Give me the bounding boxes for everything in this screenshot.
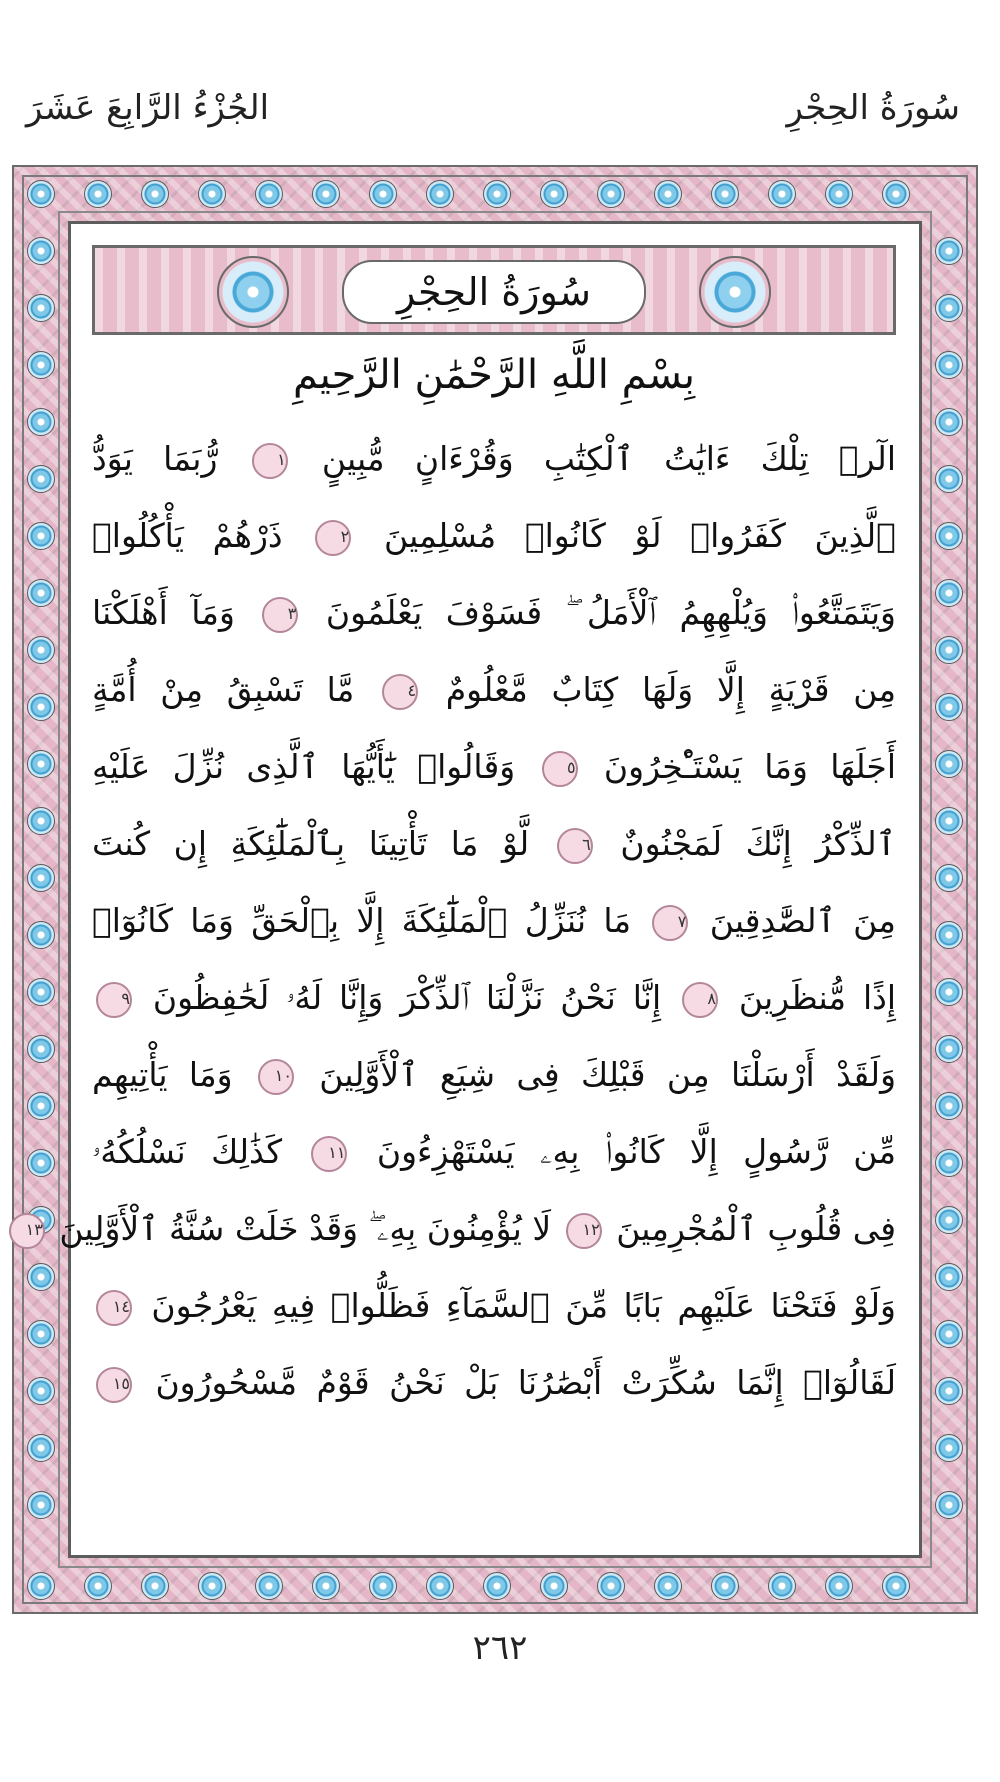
verse-text: إِنَّا نَحْنُ نَزَّلْنَا ٱلذِّكْرَ وَإِنَّا لَهُۥ لَحَٰفِظُونَ [152,978,662,1017]
verse-text: مَا نُنَزِّلُ ٱلْمَلَٰٓئِكَةَ إِلَّا بِٱلْحَقِّ وَمَا كَانُوٓا۟ [92,901,632,940]
rosette-icon [255,1572,283,1600]
rosette-icon [768,180,796,208]
rosette-icon [369,180,397,208]
rosette-icon [935,237,963,265]
rosette-icon [935,921,963,949]
verse-line [92,497,896,574]
verse-line [25,1190,896,1267]
rosette-icon [27,1491,55,1519]
verse-line [92,1344,896,1421]
verse-text: وَمَآ أَهْلَكْنَا [92,593,235,632]
ayah-number-marker: ٨ [682,982,718,1018]
verse-text: وَمَا يَأْتِيهِم [92,1055,233,1094]
rosette-icon [27,807,55,835]
verse-line [92,651,896,728]
ayah-number-marker: ١١ [311,1136,347,1172]
rosette-icon [935,579,963,607]
ayah-number-marker: ١٢ [566,1213,602,1249]
rosette-icon [27,522,55,550]
rosette-icon [27,864,55,892]
verse-line [92,882,896,959]
ayah-number-marker: ١ [252,443,288,479]
verse-text: أَجَلَهَا وَمَا يَسْتَـْٔخِرُونَ [603,747,897,786]
verse-line [92,1267,896,1344]
rosette-icon [935,636,963,664]
ayah-number-marker: ١٣ [9,1213,45,1249]
rosette-icon [935,294,963,322]
verse-line [92,959,896,1036]
rosette-icon [27,1377,55,1405]
rosette-icon [27,693,55,721]
verse-text: لَّوْ مَا تَأْتِينَا بِٱلْمَلَٰٓئِكَةِ إِن كُنتَ [92,824,530,863]
verse-lines [25,420,897,1510]
rosette-icon [882,180,910,208]
ayah-number-marker: ٤ [382,674,418,710]
rosette-icon [935,1377,963,1405]
rosette-icon [825,1572,853,1600]
rosette-icon [426,180,454,208]
rosette-icon [198,1572,226,1600]
rosette-icon [825,180,853,208]
rosette-icon [84,180,112,208]
ayah-number-marker: ١٥ [96,1367,132,1403]
rosette-icon [935,1149,963,1177]
verse-text: وَلَقَدْ أَرْسَلْنَا مِن قَبْلِكَ فِى شِيَعِ ٱلْأَوَّلِينَ [319,1055,897,1094]
rosette-icon [369,1572,397,1600]
verse-line [92,728,896,805]
rosette-icon [141,1572,169,1600]
verse-text: فِى قُلُوبِ ٱلْمُجْرِمِينَ [616,1209,896,1248]
rosette-icon [935,1320,963,1348]
rosette-icon [935,864,963,892]
rosette-icon [935,351,963,379]
rosette-icon [27,579,55,607]
rosette-icon [935,408,963,436]
rosette-icon [27,1572,55,1600]
verse-text: وَيَتَمَتَّعُوا۟ وَيُلْهِهِمُ ٱلْأَمَلُ ۖ فَسَوْفَ يَعْلَمُونَ [325,593,896,632]
ayah-number-marker: ٩ [96,982,132,1018]
rosette-icon [711,180,739,208]
rosette-icon [27,978,55,1006]
rosette-icon [483,180,511,208]
verse-text: إِذًا مُّنظَرِينَ [738,978,896,1017]
rosette-icon [312,1572,340,1600]
rosette-icon [882,1572,910,1600]
rosette-icon [312,180,340,208]
ayah-number-marker: ١٠ [258,1059,294,1095]
rosette-icon [935,522,963,550]
rosette-icon [935,807,963,835]
rosette-icon [935,693,963,721]
rosette-icon [27,465,55,493]
surah-name-header: سُورَةُ الحِجْرِ [786,88,960,128]
rosette-icon [27,180,55,208]
rosette-icon [935,978,963,1006]
rosette-icon [27,351,55,379]
rosette-icon [141,180,169,208]
ayah-number-marker: ٢ [315,520,351,556]
rosette-icon [768,1572,796,1600]
verse-text: كَذَٰلِكَ نَسْلُكُهُۥ [92,1132,283,1171]
rosette-icon [935,1206,963,1234]
verse-line [92,420,896,497]
verse-text: لَا يُؤْمِنُونَ بِهِۦ ۖ وَقَدْ خَلَتْ سُنَّةُ ٱلْأَوَّلِينَ [59,1209,552,1248]
verse-text: ٱلَّذِينَ كَفَرُوا۟ لَوْ كَانُوا۟ مُسْلِمِينَ [383,516,896,555]
rosette-icon [540,1572,568,1600]
rosette-icon [935,1491,963,1519]
verse-text: مِّن رَّسُولٍ إِلَّا كَانُوا۟ بِهِۦ يَسْتَهْزِءُونَ [376,1132,896,1171]
rosette-icon [935,1434,963,1462]
ayah-number-marker: ٣ [262,597,298,633]
rosette-icon [255,180,283,208]
rosette-icon [935,750,963,778]
verse-line [92,805,896,882]
rosette-icon [711,1572,739,1600]
ayah-number-marker: ٥ [542,751,578,787]
surah-title: سُورَةُ الحِجْرِ [342,260,646,324]
rosette-icon [654,1572,682,1600]
juz-name-header: الجُزْءُ الرَّابِعَ عَشَرَ [26,88,270,128]
ayah-number-marker: ٦ [557,828,593,864]
verse-line [92,1113,896,1190]
ayah-number-marker: ١٤ [96,1290,132,1326]
rosette-icon [27,1149,55,1177]
verse-line [92,574,896,651]
rosette-icon [27,750,55,778]
rosette-icon [426,1572,454,1600]
rosette-icon [27,1092,55,1120]
verse-text: الٓرۚ تِلْكَ ءَايَٰتُ ٱلْكِتَٰبِ وَقُرْءَانٍ مُّبِينٍ [321,439,896,478]
rosette-icon [597,1572,625,1600]
rosette-icon [540,180,568,208]
rosette-icon [27,921,55,949]
rosette-icon [27,408,55,436]
verse-text: ذَرْهُمْ يَأْكُلُوا۟ [92,516,283,555]
rosette-icon [597,180,625,208]
rosette-icon [198,180,226,208]
page-number: ٢٦٢ [472,1628,528,1668]
rosette-icon [27,1320,55,1348]
rosette-icon [27,636,55,664]
rosette-icon [483,1572,511,1600]
rosette-icon [27,294,55,322]
verse-text: مِن قَرْيَةٍ إِلَّا وَلَهَا كِتَابٌ مَّعْلُومٌ [445,670,896,709]
ayah-number-marker: ٧ [652,905,688,941]
verse-text: وَقَالُوا۟ يَٰٓأَيُّهَا ٱلَّذِى نُزِّلَ عَلَيْهِ [92,747,516,786]
banner-rosette-icon [217,256,289,328]
banner-rosette-icon [699,256,771,328]
rosette-icon [27,237,55,265]
verse-text: وَلَوْ فَتَحْنَا عَلَيْهِم بَابًا مِّنَ ٱلسَّمَآءِ فَظَلُّوا۟ فِيهِ يَعْرُجُونَ [151,1286,896,1325]
verse-text: لَقَالُوٓا۟ إِنَّمَا سُكِّرَتْ أَبْصَٰرُنَا بَلْ نَحْنُ قَوْمٌ مَّسْحُورُونَ [155,1363,896,1402]
verse-text: مِنَ ٱلصَّٰدِقِينَ [709,901,896,940]
verse-line [92,1036,896,1113]
rosette-icon [935,1092,963,1120]
rosette-icon [935,465,963,493]
rosette-icon [27,1434,55,1462]
verse-text: ٱلذِّكْرُ إِنَّكَ لَمَجْنُونٌ [620,824,897,863]
surah-title-banner [92,245,896,335]
rosette-icon [935,1263,963,1291]
rosette-icon [84,1572,112,1600]
rosette-icon [27,1035,55,1063]
basmala: بِسْمِ اللَّهِ الرَّحْمَٰنِ الرَّحِيمِ [292,352,696,398]
rosette-icon [27,1263,55,1291]
rosette-icon [654,180,682,208]
verse-text: مَّا تَسْبِقُ مِنْ أُمَّةٍ [92,670,355,709]
rosette-icon [935,1035,963,1063]
verse-text: رُّبَمَا يَوَدُّ [92,439,218,478]
